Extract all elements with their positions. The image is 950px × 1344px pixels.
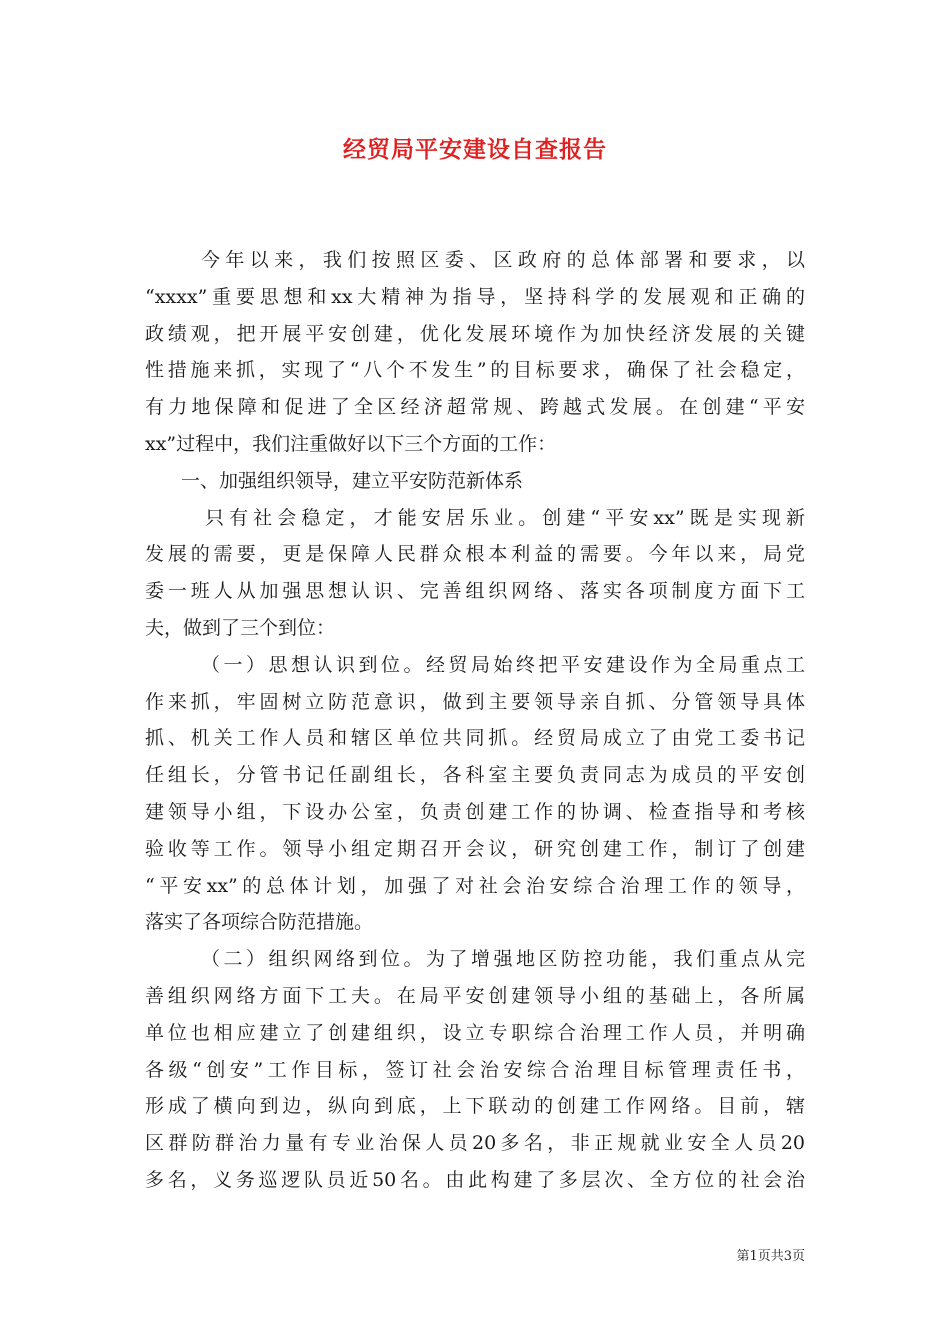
paragraph-line: 性措施来抓，实现了“八个不发生”的目标要求，确保了社会稳定， xyxy=(145,359,805,382)
document-title: 经贸局平安建设自查报告 xyxy=(343,136,607,163)
paragraph-line: 今年以来，我们按照区委、区政府的总体部署和要求，以 xyxy=(201,249,805,271)
paragraph-line: 作来抓，牢固树立防范意识，做到主要领导亲自抓、分管领导具体 xyxy=(145,690,805,713)
paragraph-line: 有力地保障和促进了全区经济超常规、跨越式发展。在创建“平安 xyxy=(145,396,805,419)
page-number: 第1页共3页 xyxy=(736,1249,805,1264)
paragraph-line: 善组织网络方面下工夫。在局平安创建领导小组的基础上，各所属 xyxy=(145,984,805,1007)
document-body xyxy=(145,242,805,1199)
paragraph-line: 抓、机关工作人员和辖区单位共同抓。经贸局成立了由党工委书记 xyxy=(145,727,805,750)
paragraph-line: 只有社会稳定，才能安居乐业。创建“平安xx”既是实现新 xyxy=(205,506,805,529)
paragraph-line: 委一班人从加强思想认识、完善组织网络、落实各项制度方面下工 xyxy=(145,580,805,603)
paragraph-line: 验收等工作。领导小组定期召开会议，研究创建工作，制订了创建 xyxy=(145,837,805,860)
paragraph-line: 建领导小组，下设办公室，负责创建工作的协调、检查指导和考核 xyxy=(145,800,805,823)
paragraph-line: （一）思想认识到位。经贸局始终把平安建设作为全局重点工 xyxy=(201,653,805,676)
paragraph-line: xx”过程中，我们注重做好以下三个方面的工作： xyxy=(145,432,557,455)
paragraph-line: 多名，义务巡逻队员近50名。由此构建了多层次、全方位的社会治 xyxy=(145,1168,805,1191)
paragraph-line: “平安xx”的总体计划，加强了对社会治安综合治理工作的领导， xyxy=(145,874,805,897)
paragraph-line: 落实了各项综合防范措施。 xyxy=(145,911,374,934)
paragraph-line: 夫，做到了三个到位： xyxy=(145,616,336,639)
paragraph-line: “xxxx”重要思想和xx大精神为指导，坚持科学的发展观和正确的 xyxy=(145,285,805,308)
paragraph-line: 发展的需要，更是保障人民群众根本利益的需要。今年以来，局党 xyxy=(145,543,805,566)
paragraph-line: 区群防群治力量有专业治保人员20多名，非正规就业安全人员20 xyxy=(145,1132,805,1155)
paragraph-line: 单位也相应建立了创建组织，设立专职综合治理工作人员，并明确 xyxy=(145,1021,805,1044)
paragraph-line: 任组长，分管书记任副组长，各科室主要负责同志为成员的平安创 xyxy=(145,764,805,787)
paragraph-line: 各级“创安”工作目标，签订社会治安综合治理目标管理责任书， xyxy=(145,1058,805,1081)
paragraph-line: 政绩观，把开展平安创建，优化发展环境作为加快经济发展的关键 xyxy=(145,322,805,345)
paragraph-line: 形成了横向到边，纵向到底，上下联动的创建工作网络。目前，辖 xyxy=(145,1095,805,1118)
paragraph-line: （二）组织网络到位。为了增强地区防控功能，我们重点从完 xyxy=(201,948,805,971)
section-heading: 一、加强组织领导，建立平安防范新体系 xyxy=(181,469,524,492)
